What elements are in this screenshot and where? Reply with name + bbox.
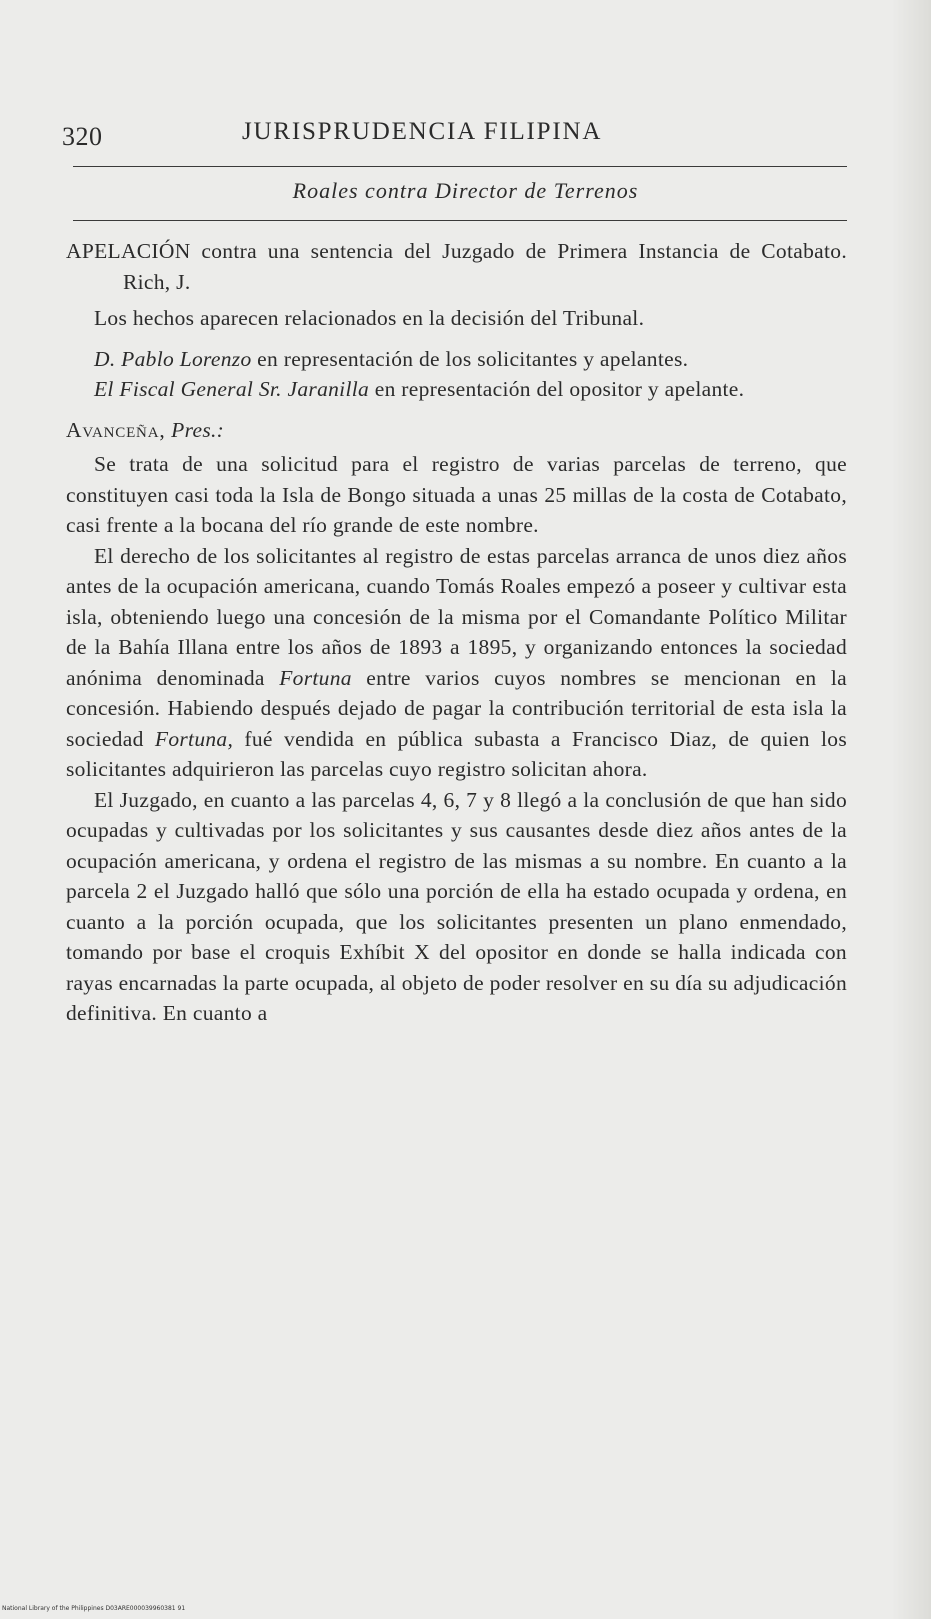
para-2-text-a: El derecho de los solicitantes al registro de estas parcelas arranca de unos diez años antes de la ocupación americana, cuando Tomás Roales empezó a poseer y cultivar esta isla, obteniendo luego una concesión de la misma por el Comandante Político Militar de la Bahía Illana entre los años de 1893 a 1895, y organizando entonces la sociedad anónima denominada <box>66 543 847 690</box>
page-content <box>66 236 847 1029</box>
counsel-2-text: en representación del opositor y apelante. <box>369 377 745 401</box>
para-2-fortuna-1: Fortuna <box>279 665 352 690</box>
opinion-author <box>66 415 847 446</box>
page-edge-shadow <box>891 0 931 1619</box>
body-paragraph-1: Se trata de una solicitud para el registro de varias parcelas de terreno, que constituyen casi toda la Isla de Bongo situada a unas 25 millas de la costa de Cotabato, casi frente a la bocana del río grande de este nombre. <box>66 452 847 537</box>
para-2-text-e: fué vendida en pública subasta a Francisco Diaz, de quien los solicitantes adquirieron las parcelas cuyo registro solicitan ahora. <box>66 726 847 781</box>
counsel-oppositor <box>66 374 847 405</box>
para-2-fortuna-2: Fortuna, <box>154 726 234 751</box>
counsel-1-text: en representación de los solicitantes y apelantes. <box>251 346 689 371</box>
counsel-1-name: D. Pablo Lorenzo <box>94 346 252 371</box>
case-title: Roales contra Director de Terrenos <box>292 178 639 203</box>
running-title: JURISPRUDENCIA FILIPINA <box>242 118 603 145</box>
body-paragraph-2 <box>66 541 847 785</box>
counsel-2-name: El Fiscal General Sr. Jaranilla <box>94 377 370 401</box>
header-rule-bottom <box>73 220 847 221</box>
author-title: Pres.: <box>165 417 225 442</box>
header-rule-top <box>73 166 847 167</box>
counsel-appellants <box>66 344 847 375</box>
para-2-text-c: entre varios cuyos nombres se mencionan en la concesión. Habiendo después dejado de pagar la contribución territorial de esta isla la sociedad <box>66 665 847 751</box>
author-name: Avanceña, <box>66 417 166 442</box>
appeal-paragraph: APELACIÓN contra una sentencia del Juzgado de Primera Instancia de Cotabato. Rich, J. <box>66 239 847 294</box>
facts-paragraph: Los hechos aparecen relacionados en la decisión del Tribunal. <box>94 306 645 330</box>
page-number: 320 <box>62 122 103 151</box>
library-footer-mark: National Library of the Philippines D03ARE000039960381 91 <box>2 1605 186 1612</box>
page-header <box>62 116 847 156</box>
body-paragraph-3: El Juzgado, en cuanto a las parcelas 4, 6, 7 y 8 llegó a la conclusión de que han sido ocupadas y cultivadas por los solicitantes y sus causantes desde diez años antes de la ocupación americana, y ordena el registro de las mismas a su nombre. En cuanto a la parcela 2 el Juzgado halló que sólo una porción de ella ha estado ocupada y ordena, en cuanto a la porción ocupada, que los solicitantes presenten un plano enmendado, tomando por base el croquis Exhíbit X del opositor en donde se halla indicada con rayas encarnadas la parte ocupada, al objeto de poder resolver en su día su adjudicación definitiva. En cuanto a <box>66 787 847 1025</box>
